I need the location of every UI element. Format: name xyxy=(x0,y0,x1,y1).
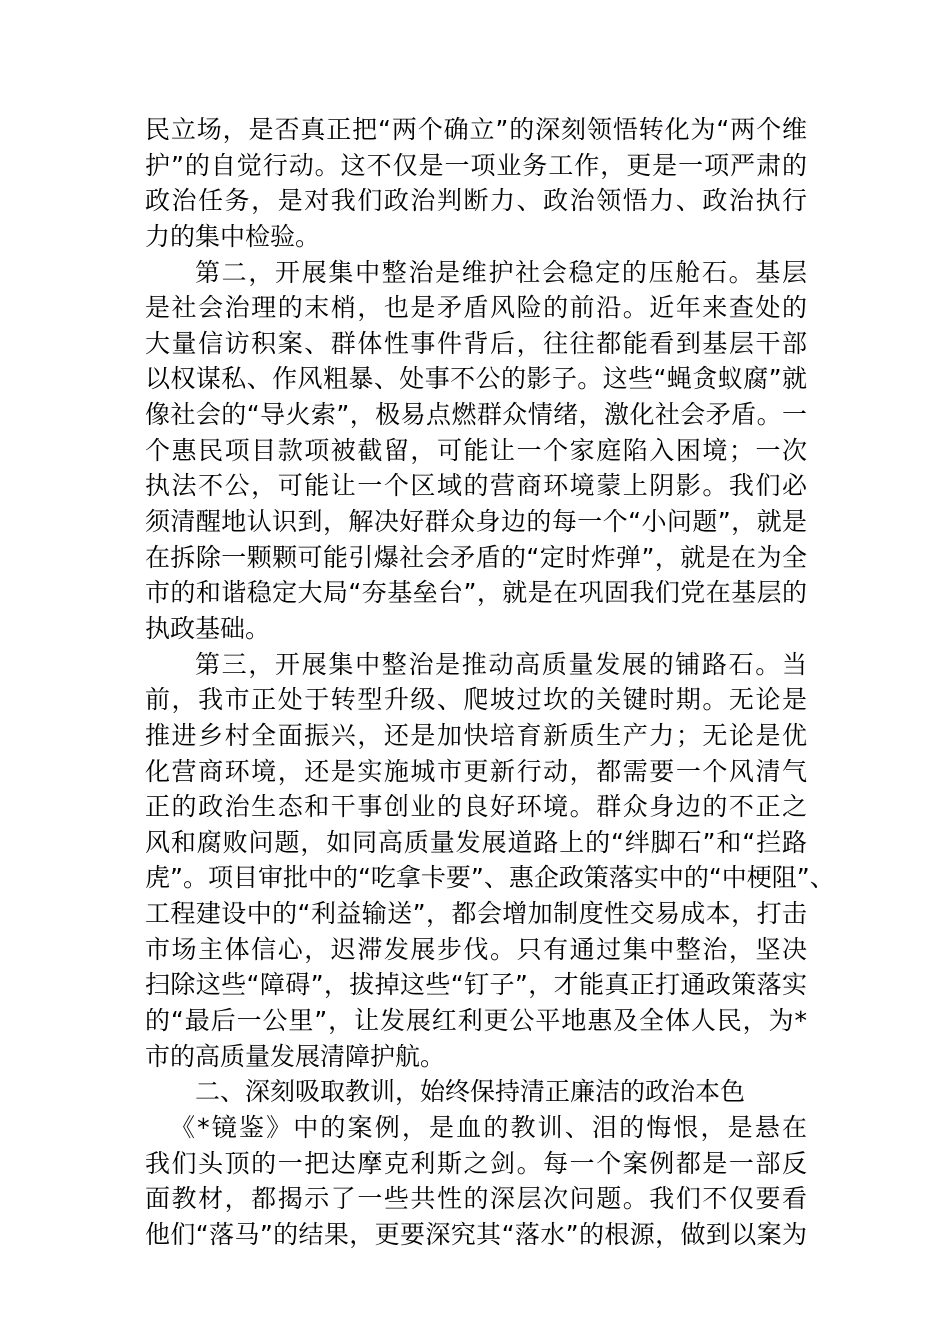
text-line: 前，我市正处于转型升级、爬坡过坎的关键时期。无论是 xyxy=(145,685,807,715)
text-line: 正的政治生态和干事创业的良好环境。群众身边的不正之 xyxy=(145,792,807,822)
text-line: 护”的自觉行动。这不仅是一项业务工作，更是一项严肃的 xyxy=(145,150,807,180)
text-line: 像社会的“导火索”，极易点燃群众情绪，激化社会矛盾。一 xyxy=(145,400,807,430)
text-line: 工程建设中的“利益输送”，都会增加制度性交易成本，打击 xyxy=(145,899,807,929)
text-line: 市的和谐稳定大局“夯基垒台”，就是在巩固我们党在基层的 xyxy=(145,578,807,608)
text-line: 扫除这些“障碍”，拔掉这些“钉子”，才能真正打通政策落实 xyxy=(145,970,807,1000)
text-line: 第二，开展集中整治是维护社会稳定的压舱石。基层 xyxy=(195,257,807,287)
text-line: 虎”。项目审批中的“吃拿卡要”、惠企政策落实中的“中梗阻”、 xyxy=(145,863,835,893)
document-page xyxy=(145,112,835,1253)
text-line: 化营商环境，还是实施城市更新行动，都需要一个风清气 xyxy=(145,756,807,786)
text-line: 《*镜鉴》中的案例，是血的教训、泪的悔恨，是悬在 xyxy=(170,1112,807,1142)
text-line: 个惠民项目款项被截留，可能让一个家庭陷入困境；一次 xyxy=(145,435,807,465)
text-line: 面教材，都揭示了一些共性的深层次问题。我们不仅要看 xyxy=(145,1184,807,1214)
text-line: 他们“落马”的结果，更要深究其“落水”的根源，做到以案为 xyxy=(145,1219,807,1249)
text-line: 在拆除一颗颗可能引爆社会矛盾的“定时炸弹”，就是在为全 xyxy=(145,542,807,572)
text-line: 是社会治理的末梢，也是矛盾风险的前沿。近年来查处的 xyxy=(145,293,807,323)
text-line: 民立场，是否真正把“两个确立”的深刻领悟转化为“两个维 xyxy=(145,115,807,144)
text-line: 风和腐败问题，如同高质量发展道路上的“绊脚石”和“拦路 xyxy=(145,827,807,857)
text-line: 须清醒地认识到，解决好群众身边的每一个“小问题”，就是 xyxy=(145,507,807,537)
text-line: 的“最后一公里”，让发展红利更公平地惠及全体人民，为* xyxy=(145,1006,807,1036)
text-line: 以权谋私、作风粗暴、处事不公的影子。这些“蝇贪蚁腐”就 xyxy=(145,364,807,394)
section-heading: 二、深刻吸取教训，始终保持清正廉洁的政治本色 xyxy=(195,1077,746,1107)
text-line: 执法不公，可能让一个区域的营商环境蒙上阴影。我们必 xyxy=(145,471,807,501)
text-line: 我们头顶的一把达摩克利斯之剑。每一个案例都是一部反 xyxy=(145,1148,807,1178)
text-line: 力的集中检验。 xyxy=(145,221,321,251)
text-line: 推进乡村全面振兴，还是加快培育新质生产力；无论是优 xyxy=(145,720,807,750)
text-line: 执政基础。 xyxy=(145,613,271,643)
text-line: 第三，开展集中整治是推动高质量发展的铺路石。当 xyxy=(195,649,807,679)
text-line: 大量信访积案、群体性事件背后，往往都能看到基层干部 xyxy=(145,328,807,358)
text-line: 市场主体信心，迟滞发展步伐。只有通过集中整治，坚决 xyxy=(145,934,807,964)
text-line: 政治任务，是对我们政治判断力、政治领悟力、政治执行 xyxy=(145,186,807,216)
text-line: 市的高质量发展清障护航。 xyxy=(145,1041,446,1071)
